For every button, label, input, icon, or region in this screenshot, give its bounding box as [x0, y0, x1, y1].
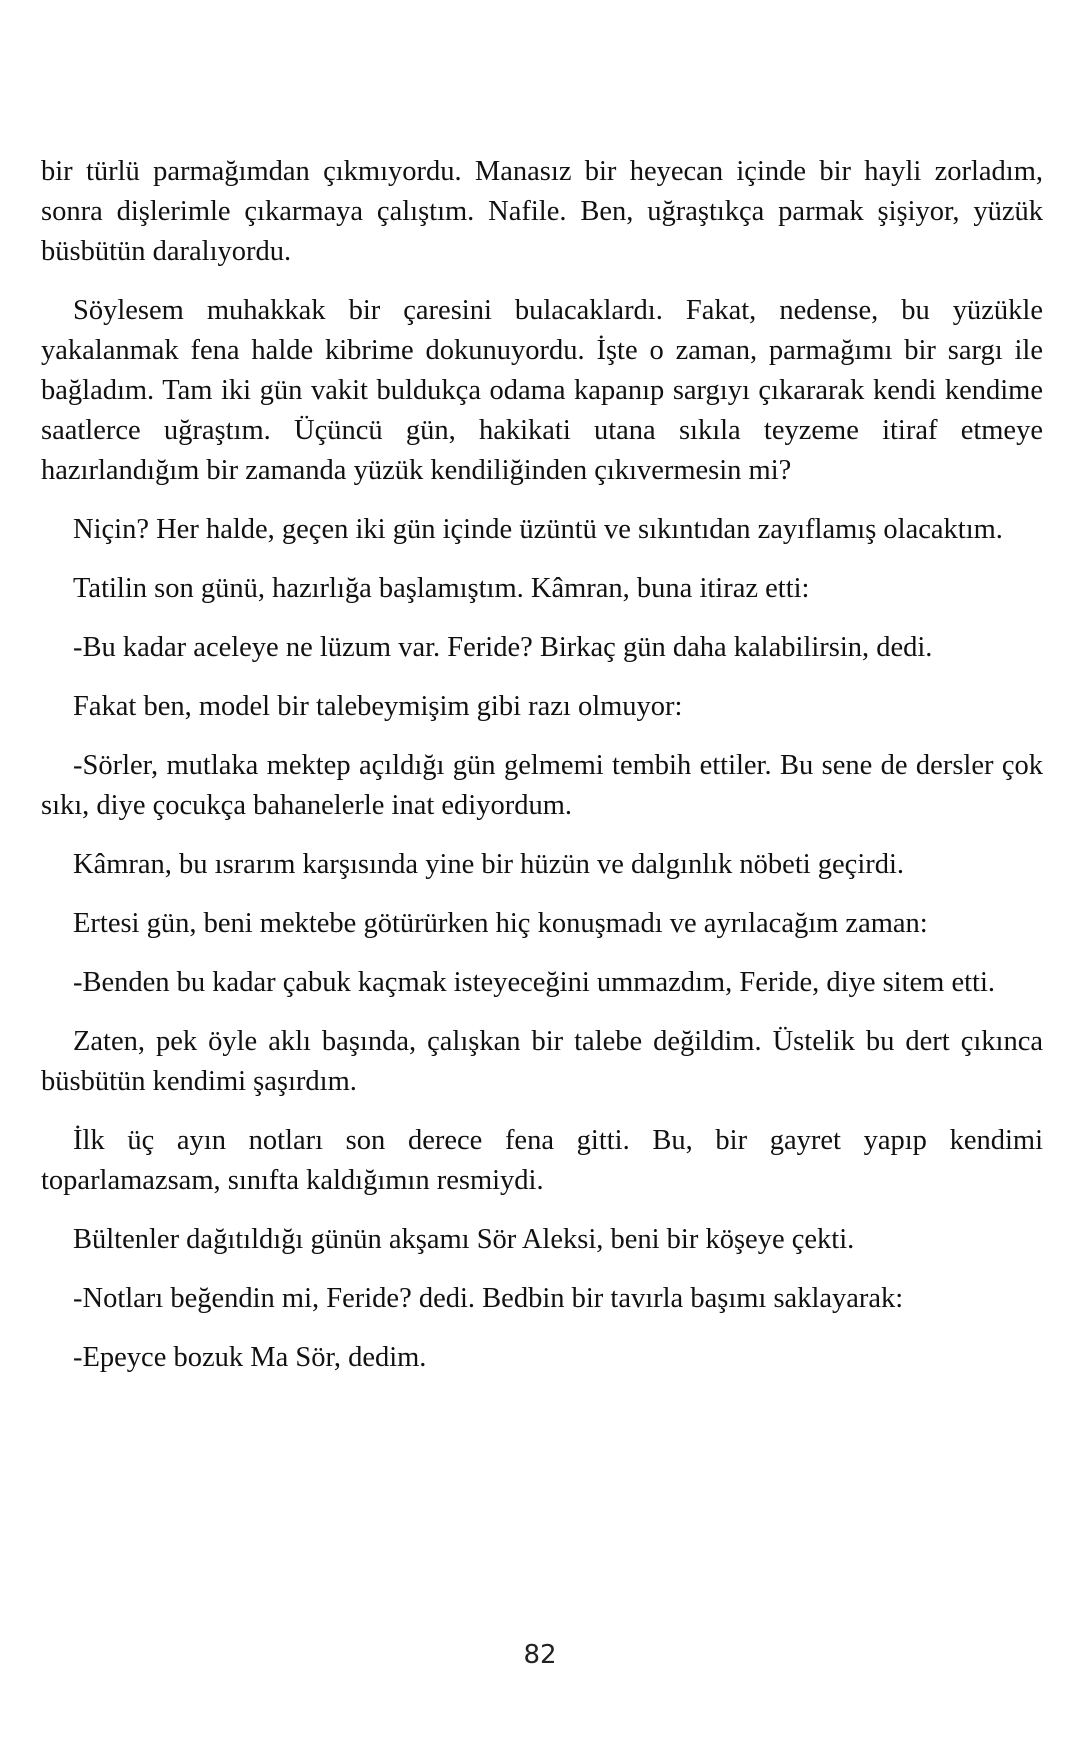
page-number: 82 — [523, 1640, 557, 1670]
paragraph: Kâmran, bu ısrarım karşısında yine bir hüzün ve dalgınlık nöbeti geçirdi. — [73, 849, 905, 880]
paragraph: Ertesi gün, beni mektebe götürürken hiç konuşmadı ve ayrılacağım zaman: — [73, 908, 928, 939]
paragraph: Zaten, pek öyle aklı başında, çalışkan bir talebe değildim. Üstelik bu dert çıkınca büsbütün kendimi şaşırdım. — [41, 1026, 1043, 1097]
paragraph: İlk üç ayın notları son derece fena gitti. Bu, bir gayret yapıp kendimi toparlamazsam, sınıfta kaldığımın resmiydi. — [41, 1125, 1043, 1196]
paragraph: Tatilin son günü, hazırlığa başlamıştım. Kâmran, buna itiraz etti: — [73, 573, 810, 604]
paragraph: -Bu kadar aceleye ne lüzum var. Feride? Birkaç gün daha kalabilirsin, dedi. — [73, 632, 933, 663]
paragraph: Söylesem muhakkak bir çaresini bulacaklardı. Fakat, nedense, bu yüzükle yakalanmak fena halde kibrime dokunuyordu. İşte o zaman, parmağımı bir sargı ile bağladım. Tam iki gün vakit buldukça odama kapanıp sargıyı çıkararak kendi kendime saatlerce uğraştım. Üçüncü gün, hakikati utana sıkıla teyzeme itiraf etmeye hazırlandığım bir zamanda yüzük kendiliğinden çıkıvermesin mi? — [41, 295, 1043, 486]
page-body — [41, 152, 1043, 1397]
paragraph: Bültenler dağıtıldığı günün akşamı Sör Aleksi, beni bir köşeye çekti. — [73, 1224, 855, 1255]
paragraph: -Epeyce bozuk Ma Sör, dedim. — [73, 1342, 427, 1373]
paragraph: -Benden bu kadar çabuk kaçmak isteyeceğini ummazdım, Feride, diye sitem etti. — [73, 967, 995, 998]
paragraph: bir türlü parmağımdan çıkmıyordu. Manasız bir heyecan içinde bir hayli zorladım, sonra dişlerimle çıkarmaya çalıştım. Nafile. Ben, uğraştıkça parmak şişiyor, yüzük büsbütün daralıyordu. — [41, 156, 1043, 267]
paragraph: Fakat ben, model bir talebeymişim gibi razı olmuyor: — [73, 691, 683, 722]
paragraph: Niçin? Her halde, geçen iki gün içinde üzüntü ve sıkıntıdan zayıflamış olacaktım. — [73, 514, 1003, 545]
paragraph: -Sörler, mutlaka mektep açıldığı gün gelmemi tembih ettiler. Bu sene de dersler çok sıkı, diye çocukça bahanelerle inat ediyordum. — [41, 750, 1043, 821]
paragraph: -Notları beğendin mi, Feride? dedi. Bedbin bir tavırla başımı saklayarak: — [73, 1283, 904, 1314]
